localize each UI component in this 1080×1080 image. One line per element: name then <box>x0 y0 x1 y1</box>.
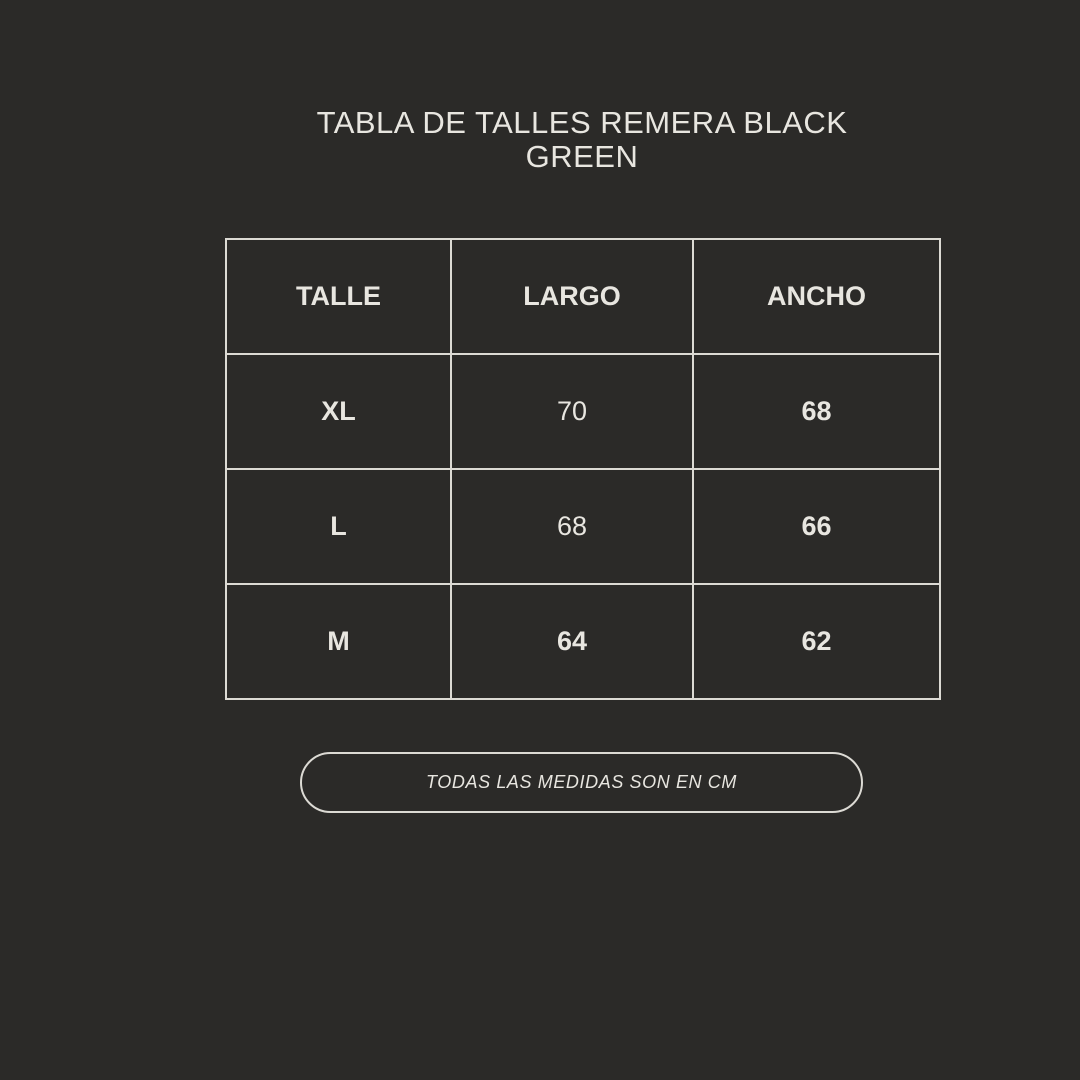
cell-largo-xl: 70 <box>451 354 693 469</box>
cell-talle-m: M <box>226 584 451 699</box>
cell-talle-l: L <box>226 469 451 584</box>
column-header-ancho: ANCHO <box>693 239 940 354</box>
cell-ancho-l: 66 <box>693 469 940 584</box>
cell-talle-xl: XL <box>226 354 451 469</box>
measurements-note-pill <box>300 752 863 813</box>
cell-largo-l: 68 <box>451 469 693 584</box>
column-header-largo: LARGO <box>451 239 693 354</box>
page-title <box>225 106 939 174</box>
column-header-talle: TALLE <box>226 239 451 354</box>
cell-largo-m: 64 <box>451 584 693 699</box>
table-row-l <box>226 469 940 584</box>
content-area <box>225 0 939 1080</box>
measurements-note-label: TODAS LAS MEDIDAS SON EN CM <box>426 772 737 792</box>
size-table <box>225 238 941 700</box>
page-title-line2: GREEN <box>525 139 639 174</box>
table-header-row <box>226 239 940 354</box>
page-title-line1: TABLA DE TALLES REMERA BLACK <box>316 105 848 140</box>
table-row-xl <box>226 354 940 469</box>
cell-ancho-xl: 68 <box>693 354 940 469</box>
table-row-m <box>226 584 940 699</box>
cell-ancho-m: 62 <box>693 584 940 699</box>
